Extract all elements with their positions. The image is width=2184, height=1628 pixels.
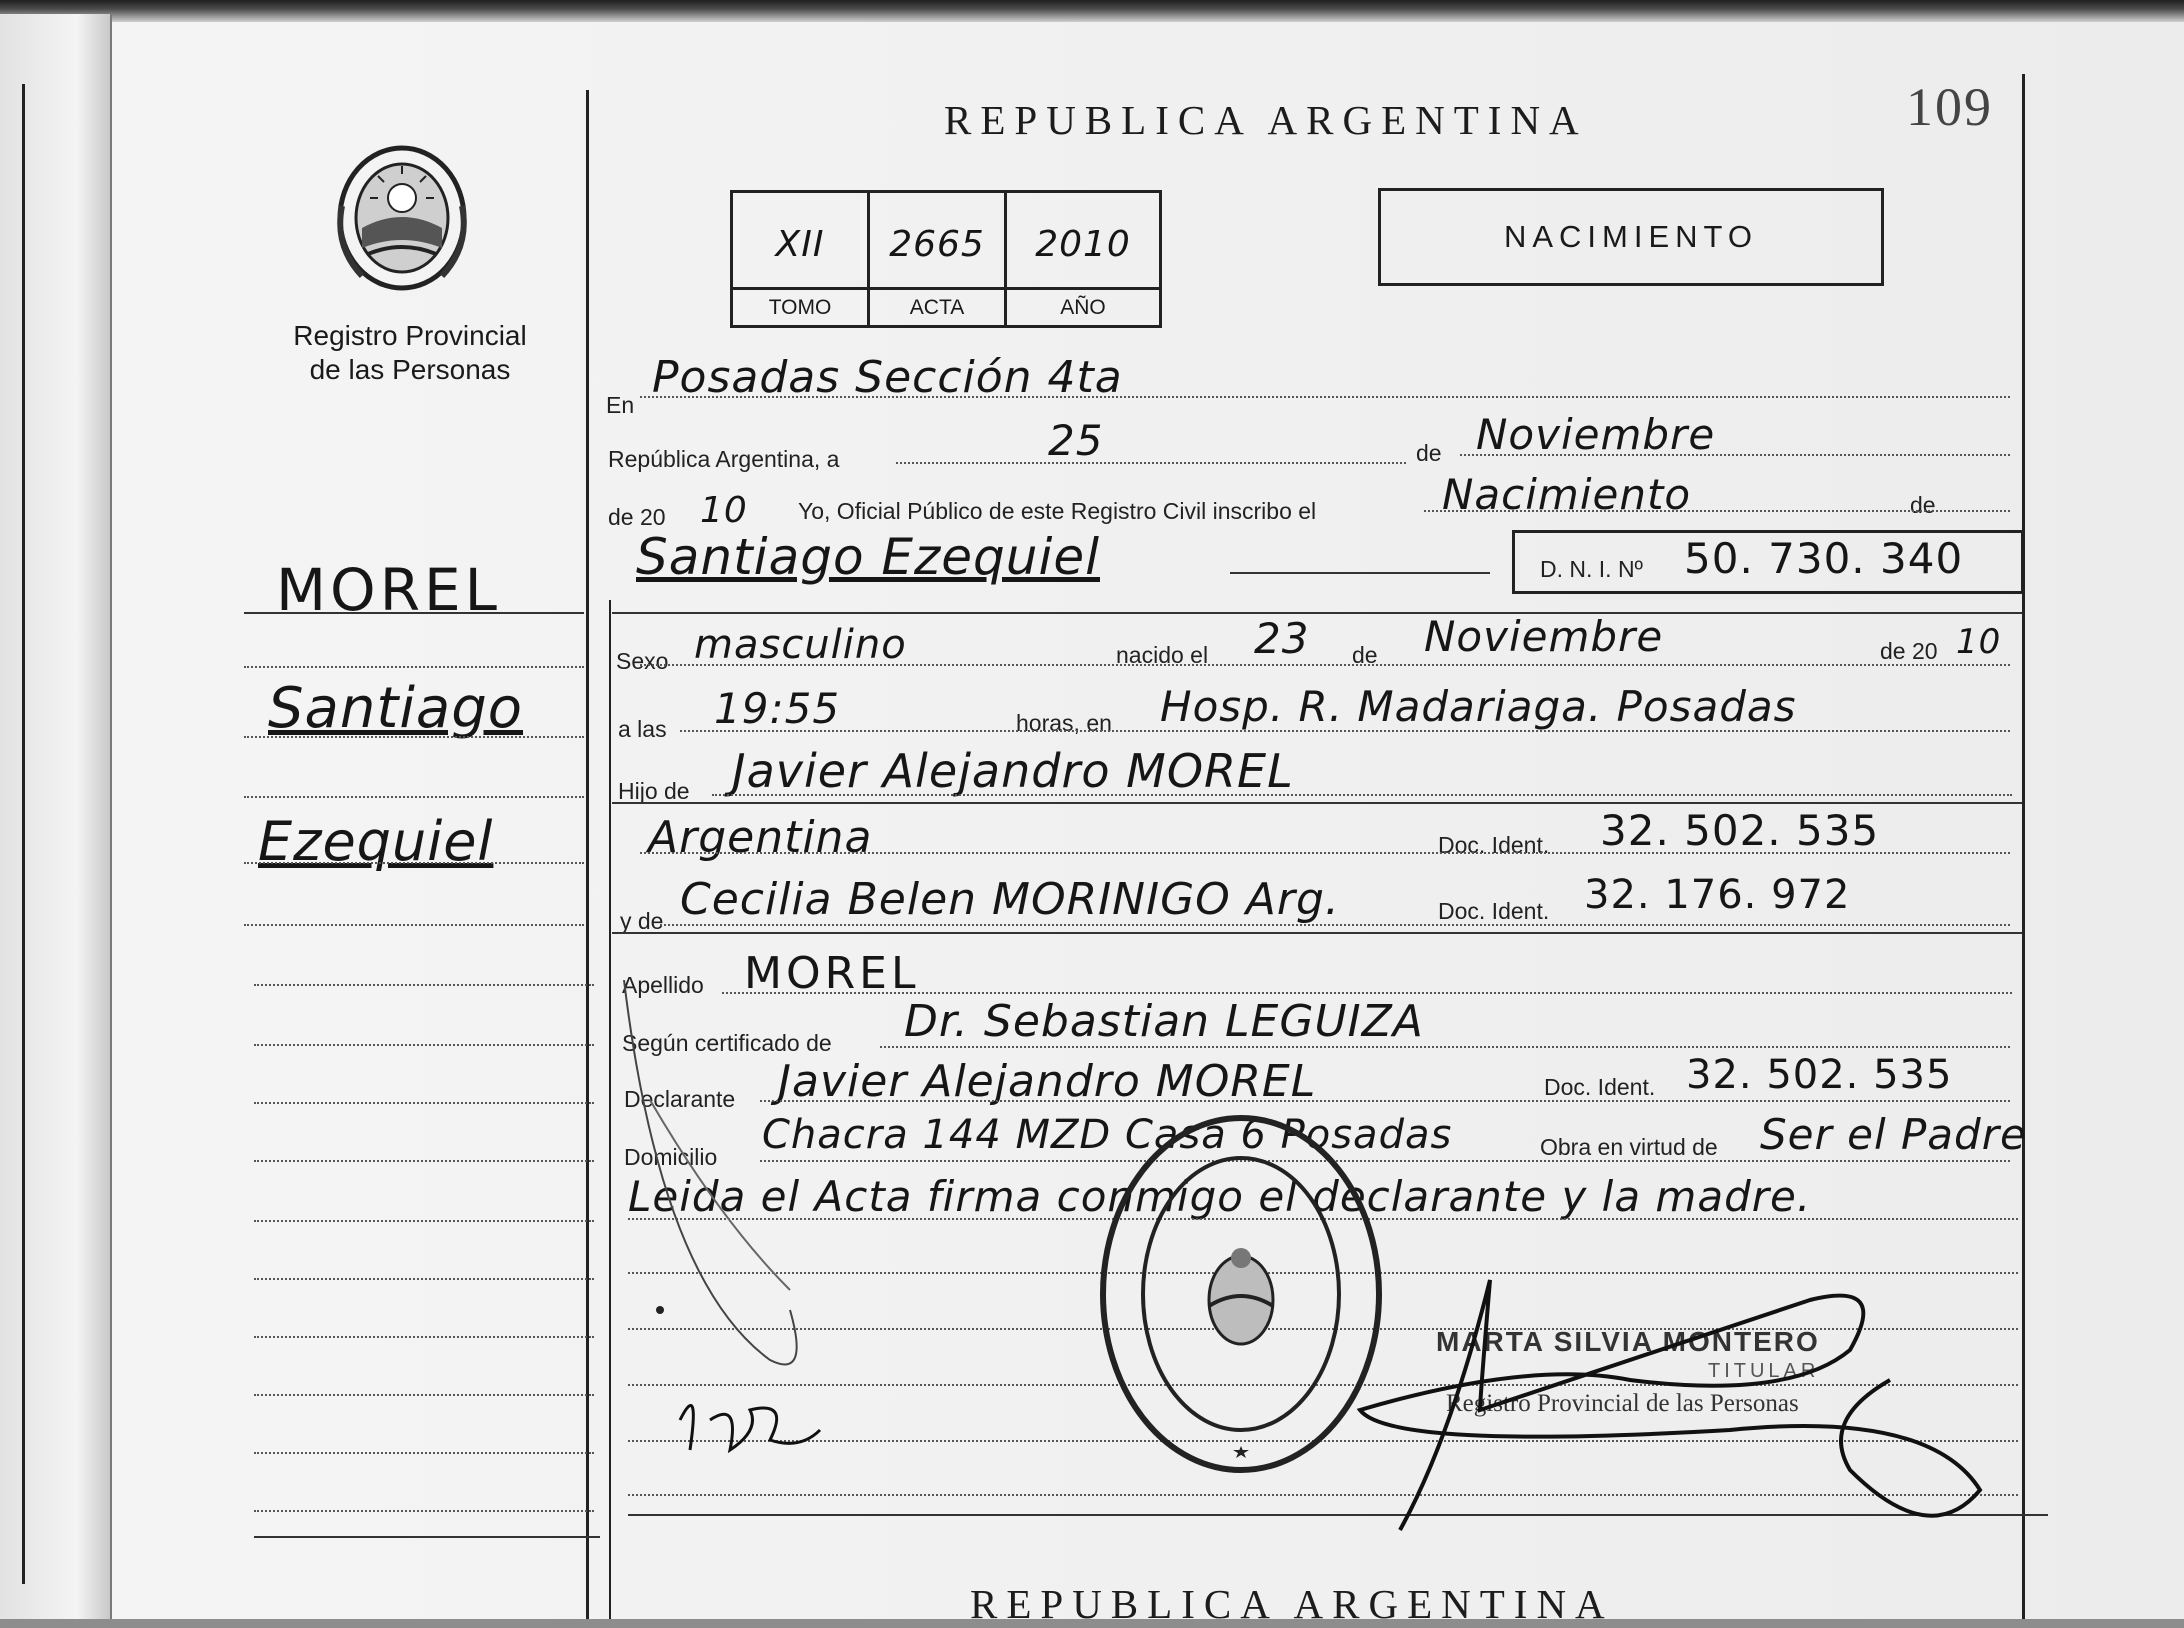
tomo-value: XII (775, 223, 825, 265)
de20-label-2: de 20 (1880, 638, 1938, 664)
doc-ident-label-2: Doc. Ident. (1438, 898, 1550, 924)
book-spine-shadow (0, 0, 2184, 22)
acta-value: 2665 (889, 223, 985, 265)
margin-given-name-2: Ezequiel (258, 810, 494, 873)
child-name-value: Santiago Ezequiel (636, 528, 1100, 586)
mother-value: Cecilia Belen MORINIGO Arg. (680, 874, 1340, 925)
note-value: Leida el Acta firma conmigo el declarante y la madre. (628, 1172, 1812, 1221)
place-value: Posadas Sección 4ta (652, 352, 1123, 403)
obra-value: Ser el Padre (1760, 1110, 2027, 1159)
record-number-box (730, 190, 1162, 328)
record-type-box (1378, 188, 1884, 286)
official-title: TITULAR (1708, 1360, 1820, 1382)
de-label-2: de (1910, 492, 1936, 518)
father-value: Javier Alejandro MOREL (732, 744, 1294, 798)
footer-title: REPUBLICA ARGENTINA (970, 1581, 1614, 1627)
hijo-label: Hijo de (618, 778, 690, 804)
horas-label: horas, en (1016, 710, 1112, 736)
father-nationality-value: Argentina (648, 812, 873, 863)
left-page-edge (0, 14, 112, 1619)
time-value: 19:55 (714, 684, 841, 733)
form-right-border (2022, 74, 2025, 1619)
day-value: 25 (1048, 416, 1104, 465)
page-number: 109 (1906, 77, 1993, 137)
domicilio-value: Chacra 144 MZD Casa 6 Posadas (762, 1112, 1453, 1158)
province-emblem (328, 136, 476, 296)
apellido-value: MOREL (744, 948, 920, 999)
apellido-label: Apellido (622, 972, 704, 998)
month-value: Noviembre (1476, 410, 1716, 459)
birth-day-value: 23 (1254, 614, 1310, 663)
certificado-value: Dr. Sebastian LEGUIZA (904, 996, 1424, 1047)
margin-given-name-1: Santiago (268, 676, 523, 741)
birth-year-value: 10 (1956, 622, 2002, 662)
obra-label: Obra en virtud de (1540, 1134, 1718, 1160)
acta-label: ACTA (909, 295, 965, 319)
oficial-statement-label: Yo, Oficial Público de este Registro Civil inscribo el (798, 498, 1317, 524)
page-title: REPUBLICA ARGENTINA (944, 97, 1588, 143)
father-doc-value: 32. 502. 535 (1600, 806, 1880, 855)
registry-name-line1: Registro Provincial (293, 320, 527, 351)
official-signature (1330, 1260, 1990, 1540)
registry-name-line2: de las Personas (309, 354, 511, 385)
sexo-value: masculino (694, 622, 907, 668)
de-label: de (1416, 440, 1442, 466)
declarante-doc-value: 32. 502. 535 (1686, 1052, 1953, 1098)
mother-doc-value: 32. 176. 972 (1584, 872, 1851, 918)
doc-ident-label-1: Doc. Ident. (1438, 832, 1550, 858)
tomo-label: TOMO (768, 295, 832, 319)
de20-label: de 20 (608, 504, 666, 530)
birth-month-value: Noviembre (1424, 612, 1664, 661)
republica-label: República Argentina, a (608, 446, 840, 472)
sexo-label: Sexo (616, 648, 669, 674)
anio-label: AÑO (1060, 295, 1106, 319)
dni-value: 50. 730. 340 (1684, 534, 1964, 583)
de-label-3: de (1352, 642, 1378, 668)
record-type-label: NACIMIENTO (1503, 219, 1759, 254)
margin-divider-line (586, 90, 589, 1619)
declarante-label: Declarante (624, 1086, 736, 1112)
official-office: Registro Provincial de las Personas (1446, 1390, 1799, 1417)
act-value: Nacimiento (1442, 470, 1692, 519)
year-value: 10 (700, 490, 748, 531)
y-de-label: y de (620, 908, 664, 934)
emblem-icon (328, 136, 476, 296)
declarante-value: Javier Alejandro MOREL (778, 1056, 1317, 1107)
declarant-signature (620, 980, 870, 1480)
segun-certificado-label: Según certificado de (622, 1030, 832, 1056)
domicilio-label: Domicilio (624, 1144, 718, 1170)
margin-surname: MOREL (276, 556, 501, 624)
dni-label: D. N. I. Nº (1540, 556, 1643, 582)
doc-ident-label-3: Doc. Ident. (1544, 1074, 1656, 1100)
official-name: MARTA SILVIA MONTERO (1436, 1326, 1820, 1357)
en-label: En (606, 392, 635, 418)
nacido-label: nacido el (1116, 642, 1209, 668)
form-left-border (609, 600, 611, 1619)
birth-place-value: Hosp. R. Madariaga. Posadas (1160, 682, 1797, 731)
a-las-label: a las (618, 716, 667, 742)
anio-value: 2010 (1035, 223, 1131, 265)
